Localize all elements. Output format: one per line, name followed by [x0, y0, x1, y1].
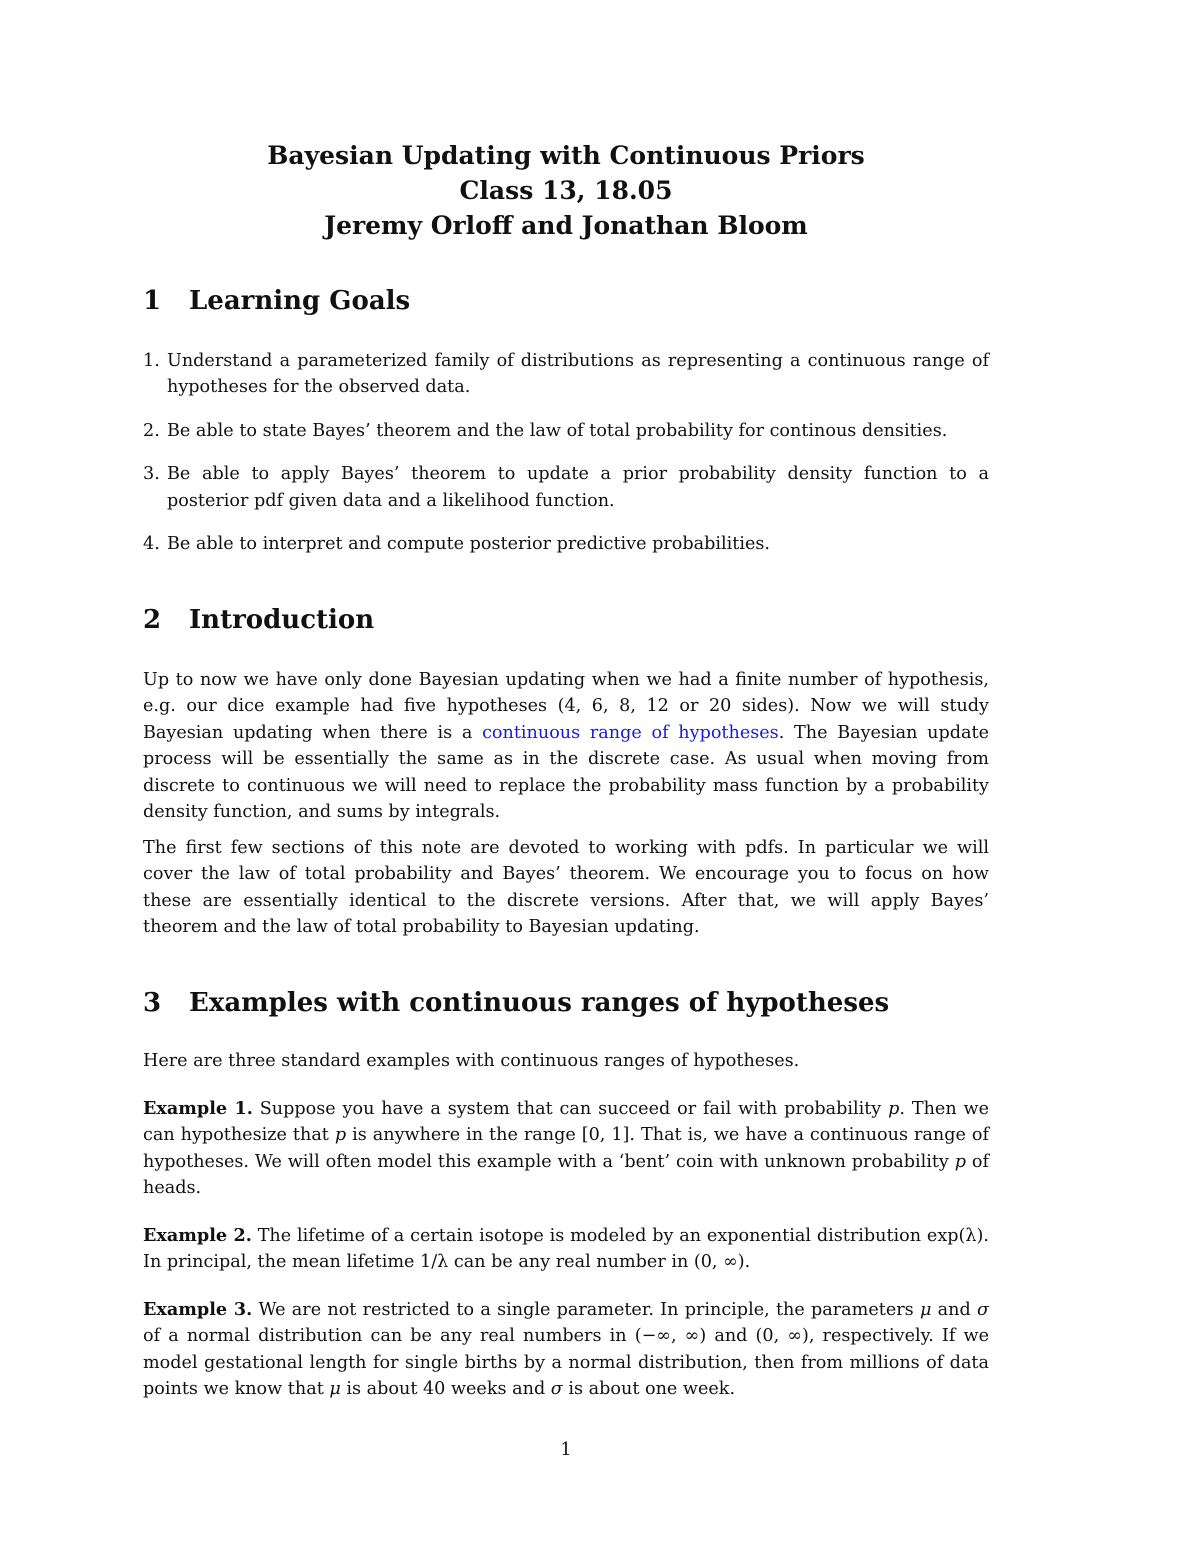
section-number: 3	[143, 988, 162, 1018]
math-symbol: p	[954, 1151, 967, 1172]
class-line: Class 13, 18.05	[459, 176, 673, 205]
page-number: 1	[560, 1440, 572, 1460]
title-block	[143, 138, 989, 243]
section-title: Learning Goals	[189, 286, 411, 316]
section-heading-examples	[143, 986, 889, 1020]
section-title: Introduction	[189, 605, 375, 635]
intro-paragraph-2: The first few sections of this note are devoted to working with pdfs. In particular we will cover the law of total probability and Bayes’ theorem. We encourage you to focus on how these are essentially identical to the discrete versions. After that, we will apply Bayes’ theorem and the law of total probability to Bayesian updating.	[143, 838, 989, 938]
example-3	[143, 1297, 989, 1403]
list-item	[143, 348, 989, 401]
section-number: 2	[143, 605, 162, 635]
list-marker: 1.	[143, 351, 160, 371]
example-text: . Then we can hypothesize that	[143, 1099, 990, 1146]
math-symbol: p	[334, 1125, 347, 1146]
continuous-range-link[interactable]: continuous range of hypotheses	[482, 722, 779, 743]
example-text: is about 40 weeks and	[340, 1379, 551, 1400]
example-text: of a normal distribution can be any real numbers in (−∞, ∞) and (0, ∞), respectively. If we model gestational length for single births by a normal distribution, then from millions of data points we know that	[143, 1326, 989, 1400]
example-text: The lifetime of a certain isotope is modeled by an exponential distribution exp(λ). In principal, the mean lifetime 1/λ can be any real number in (0, ∞).	[143, 1226, 989, 1273]
document-title: Bayesian Updating with Continuous Priors	[267, 141, 865, 170]
learning-goals-list	[143, 348, 989, 574]
section-heading-learning-goals	[143, 284, 410, 318]
list-item-text: Be able to apply Bayes’ theorem to update a prior probability density function to a posterior pdf given data and a likelihood function.	[167, 464, 989, 511]
example-text: and	[931, 1300, 977, 1320]
list-item-text: Be able to state Bayes’ theorem and the law of total probability for continous densities.	[167, 420, 948, 441]
list-marker: 4.	[143, 534, 160, 555]
paragraph-text: Up to now we have only done Bayesian updating when we had a finite number of hypothesis, e.g. our dice example had five hypotheses (4, 6, 8, 12 or 20 sides). Now we will study Bayesian updating when there is a	[143, 670, 989, 743]
example-text: Suppose you have a system that can succeed or fail with probability	[252, 1099, 889, 1119]
examples-lead: Here are three standard examples with continuous ranges of hypotheses.	[143, 1051, 800, 1071]
list-marker: 2.	[143, 420, 160, 441]
example-text: is about one week.	[562, 1379, 736, 1400]
list-item-text: Understand a parameterized family of distributions as representing a continuous range of hypotheses for the observed data.	[167, 351, 989, 398]
list-item-text: Be able to interpret and compute posterior predictive probabilities.	[167, 534, 770, 555]
authors-line: Jeremy Orloff and Jonathan Bloom	[324, 211, 808, 240]
example-label: Example 3.	[143, 1299, 253, 1320]
example-2	[143, 1223, 989, 1276]
math-symbol: μ	[919, 1300, 932, 1320]
list-marker: 3.	[143, 464, 160, 485]
list-item	[143, 418, 989, 444]
math-symbol: σ	[550, 1379, 563, 1400]
example-text: We are not restricted to a single parameter. In principle, the parameters	[252, 1300, 920, 1320]
section-heading-introduction	[143, 603, 374, 637]
math-symbol: p	[888, 1099, 900, 1119]
math-symbol: μ	[329, 1379, 341, 1400]
example-label: Example 1.	[143, 1098, 253, 1119]
list-item	[143, 461, 989, 514]
paragraph-text: . The Bayesian update process will be essentially the same as in the discrete case. As usual when moving from discrete to continuous we will need to replace the probability mass function by a probability density function, and sums by integrals.	[143, 722, 989, 823]
list-item	[143, 531, 989, 557]
example-text: is anywhere in the range [0, 1]. That is, we have a continuous range of hypotheses. We will often model this example with a ‘bent’ coin with unknown probability	[143, 1125, 989, 1172]
example-label: Example 2.	[143, 1225, 252, 1246]
example-1	[143, 1096, 989, 1202]
example-text: of heads.	[143, 1151, 989, 1199]
intro-paragraph-1	[143, 667, 989, 825]
section-title: Examples with continuous ranges of hypotheses	[189, 988, 890, 1018]
math-symbol: σ	[976, 1300, 989, 1320]
section-number: 1	[143, 286, 162, 316]
